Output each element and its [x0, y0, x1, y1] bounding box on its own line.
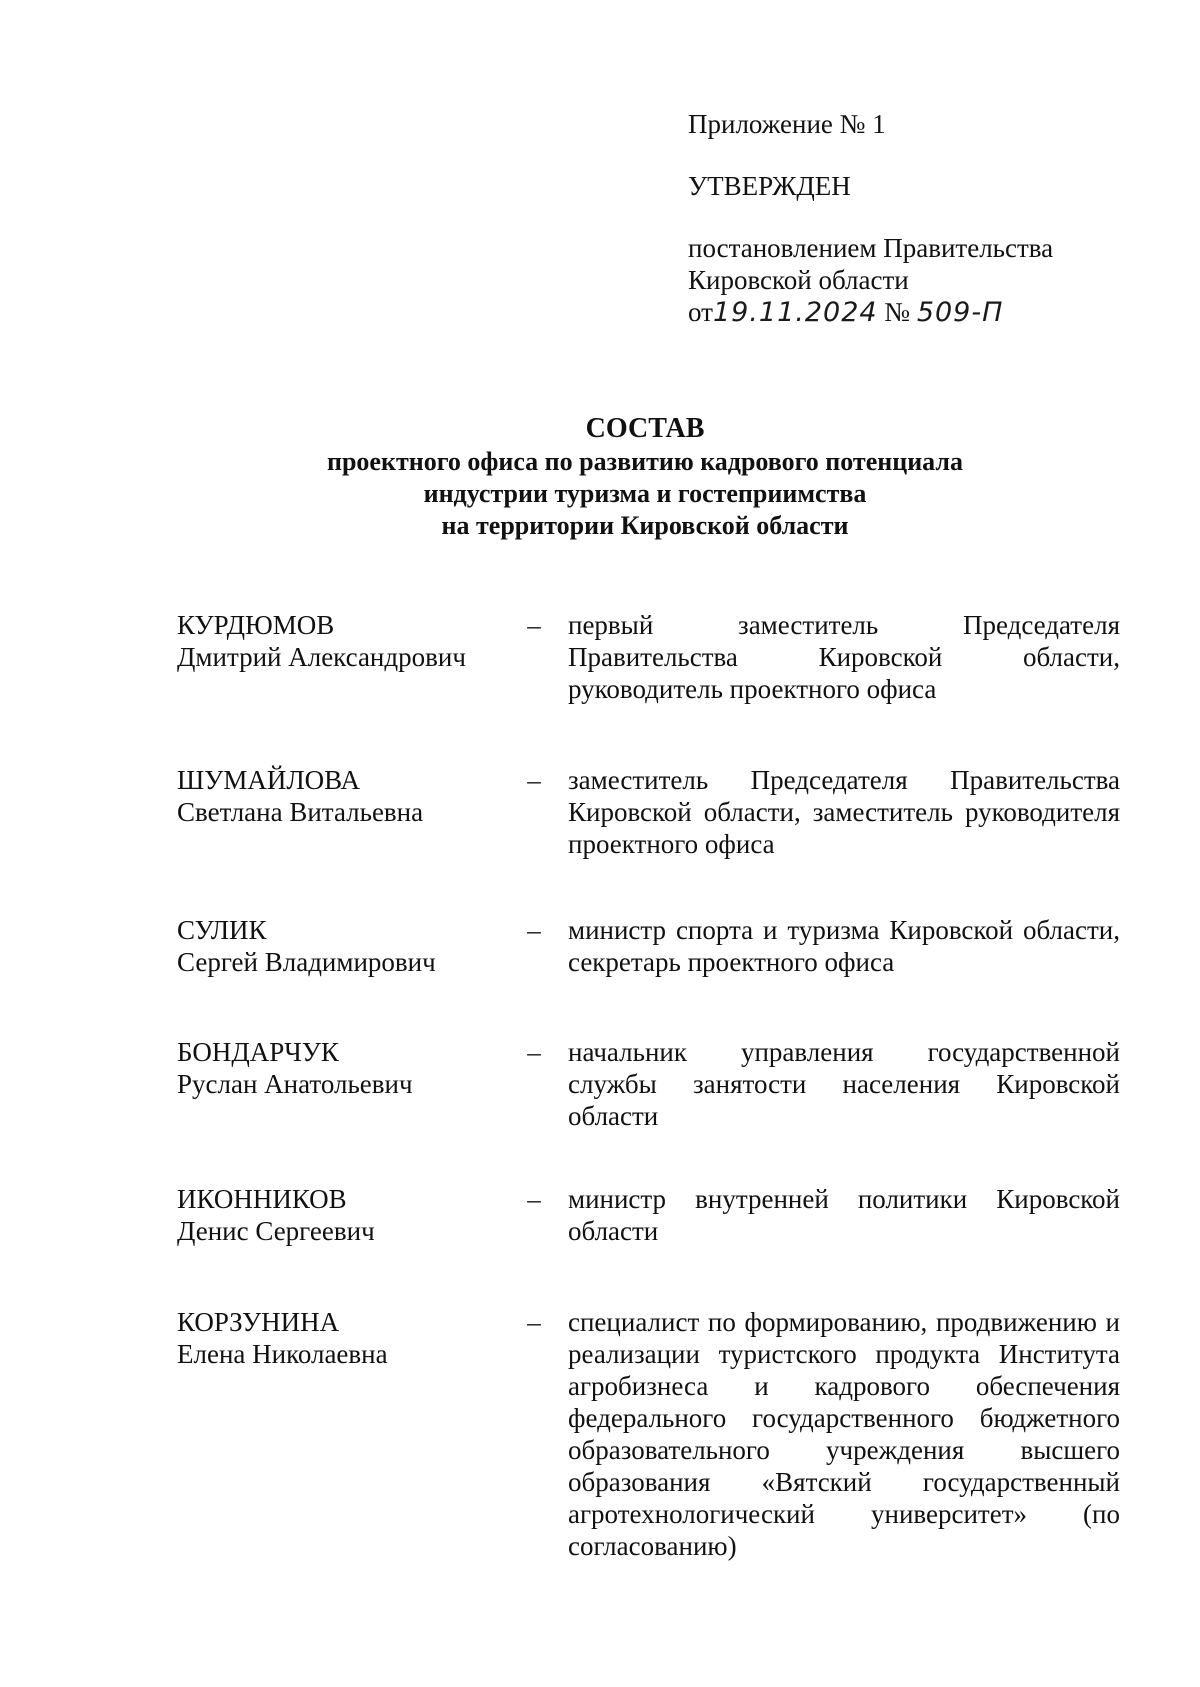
member-name: [177, 609, 507, 673]
member-given-name: Дмитрий Александрович: [177, 642, 466, 672]
member-role: заместитель Председателя Правительства Кировской области, заместитель руководителя проектного офиса: [568, 765, 1120, 859]
member-role: министр спорта и туризма Кировской области, секретарь проектного офиса: [568, 915, 1120, 977]
member-given-name: Руслан Анатольевич: [177, 1069, 413, 1099]
member-name: [177, 1183, 507, 1247]
member-dash: –: [527, 610, 541, 640]
decree-line-2: Кировской области: [688, 265, 909, 295]
member-role: специалист по формированию, продвижению и реализации туристского продукта Института агробизнеса и кадрового обеспечения федерального государственного бюджетного образовательного учреждения высшего образования «Вятский государственный агротехнологический университет» (по согласованию): [568, 1307, 1120, 1561]
member-dash: –: [527, 1307, 541, 1337]
decree-date-number: [688, 296, 1053, 329]
member-surname: БОНДАРЧУК: [177, 1037, 339, 1067]
date-prefix: от: [688, 297, 713, 327]
member-name: [177, 1306, 507, 1370]
member-surname: СУЛИК: [177, 915, 267, 945]
document-title: [0, 412, 1200, 542]
member-surname: КУРДЮМОВ: [177, 610, 335, 640]
title-line-1: проектного офиса по развитию кадрового потенциала: [326, 447, 963, 476]
member-role: начальник управления государственной службы занятости населения Кировской области: [568, 1037, 1120, 1131]
member-name: [177, 1036, 507, 1100]
member-surname: КОРЗУНИНА: [177, 1307, 340, 1337]
member-name: [177, 914, 507, 978]
approval-block: [688, 108, 1053, 329]
number-prefix: №: [884, 297, 911, 327]
title-line-2: индустрии туризма и гостеприимства: [423, 479, 867, 508]
title-line-3: на территории Кировской области: [441, 511, 849, 540]
member-dash: –: [527, 1184, 541, 1214]
member-given-name: Елена Николаевна: [177, 1339, 388, 1369]
handwritten-date: 19.11.2024: [712, 297, 878, 328]
member-dash: –: [527, 1037, 541, 1067]
member-given-name: Светлана Витальевна: [177, 797, 424, 827]
member-given-name: Сергей Владимирович: [177, 947, 436, 977]
appendix-number: Приложение № 1: [688, 109, 886, 139]
member-given-name: Денис Сергеевич: [177, 1216, 375, 1246]
member-role: министр внутренней политики Кировской области: [568, 1184, 1120, 1246]
member-dash: –: [527, 915, 541, 945]
member-surname: ШУМАЙЛОВА: [177, 765, 360, 795]
member-surname: ИКОННИКОВ: [177, 1184, 347, 1214]
title-heading: СОСТАВ: [585, 413, 705, 444]
member-role: первый заместитель Председателя Правительства Кировской области, руководитель проектного офиса: [568, 610, 1120, 704]
decree-line-1: постановлением Правительства: [688, 233, 1054, 263]
member-name: [177, 764, 507, 828]
handwritten-number: 509-П: [916, 297, 1004, 328]
member-dash: –: [527, 765, 541, 795]
approved-stamp-text: УТВЕРЖДЕН: [688, 171, 851, 201]
